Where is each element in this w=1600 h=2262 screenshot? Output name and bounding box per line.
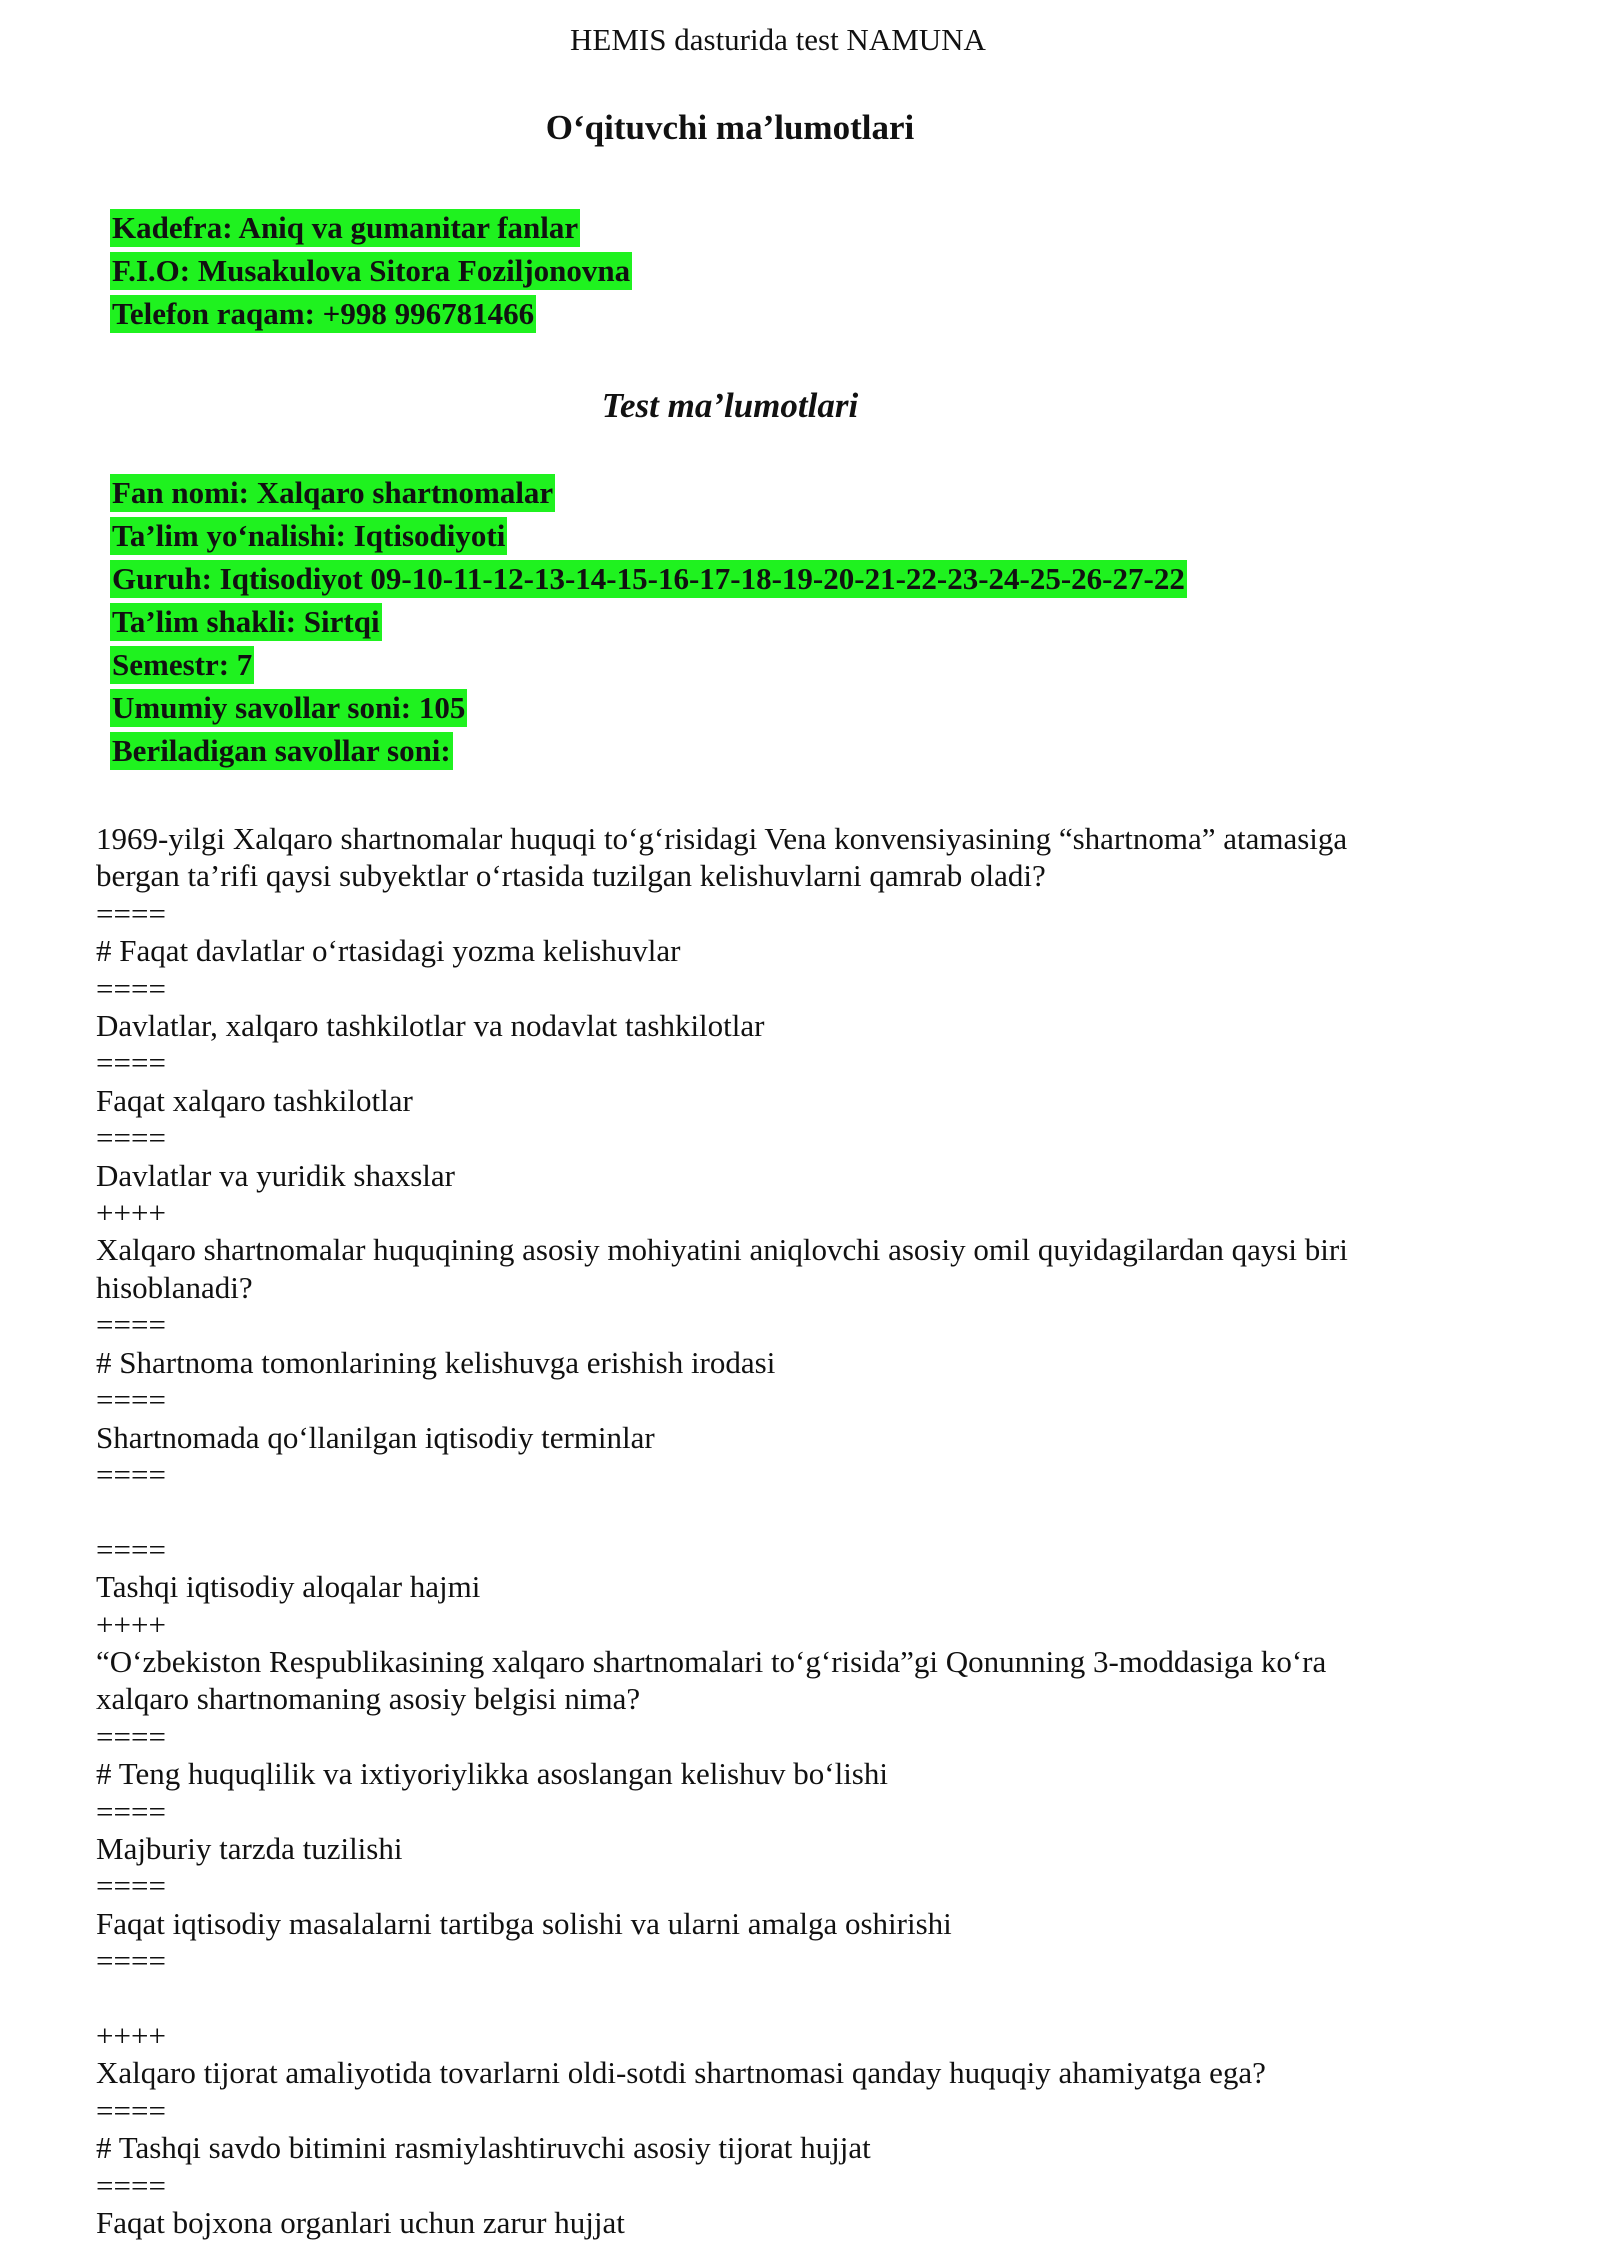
option-separator: ==== — [96, 2092, 166, 2128]
answer-option: Davlatlar va yuridik shaxslar — [96, 1157, 455, 1193]
option-separator: ==== — [96, 895, 166, 931]
answer-option: Davlatlar, xalqaro tashkilotlar va nodavlat tashkilotlar — [96, 1008, 765, 1044]
test-info-line — [110, 689, 1187, 732]
study-form: Ta’lim shakli: Sirtqi — [112, 604, 380, 639]
option-separator: ==== — [96, 1382, 166, 1418]
teacher-info-block — [110, 209, 632, 338]
answer-option: Faqat iqtisodiy masalalarni tartibga solishi va ularni amalga oshirishi — [96, 1905, 952, 1941]
empty-answer-option — [96, 1980, 1516, 2017]
test-info-block — [110, 474, 1187, 775]
teacher-info-line — [110, 209, 632, 252]
study-direction: Ta’lim yo‘nalishi: Iqtisodiyoti — [112, 518, 506, 553]
answer-option: Majburiy tarzda tuzilishi — [96, 1830, 403, 1866]
test-info-line — [110, 560, 1187, 603]
option-separator: ==== — [96, 1045, 166, 1081]
question-list — [96, 820, 1516, 2241]
option-separator: ==== — [96, 2167, 166, 2203]
test-info-line — [110, 517, 1187, 560]
answer-option: Faqat bojxona organlari uchun zarur hujjat — [96, 2205, 625, 2240]
semester: Semestr: 7 — [112, 647, 253, 682]
question-text: 1969-yilgi Xalqaro shartnomalar huquqi to‘g‘risidagi Vena konvensiyasining “shartnoma” atamasiga — [96, 821, 1348, 856]
correct-answer-option: # Shartnoma tomonlarining kelishuvga erishish irodasi — [96, 1344, 776, 1380]
question-text: Xalqaro tijorat amaliyotida tovarlarni oldi-sotdi shartnomasi qanday huquqiy ahamiyatga ega? — [96, 2055, 1266, 2091]
test-info-line — [110, 732, 1187, 775]
given-questions-count: Beriladigan savollar soni: — [112, 733, 451, 768]
document-header-title: HEMIS dasturida test NAMUNA — [570, 22, 986, 57]
test-info-line — [110, 474, 1187, 517]
correct-answer-option: # Tashqi savdo bitimini rasmiylashtiruvchi asosiy tijorat hujjat — [96, 2130, 871, 2166]
test-info-line — [110, 646, 1187, 689]
test-info-line — [110, 603, 1187, 646]
option-separator: ==== — [96, 1943, 166, 1979]
teacher-info-line — [110, 295, 632, 338]
teacher-full-name: F.I.O: Musakulova Sitora Foziljonovna — [112, 253, 631, 288]
correct-answer-option: # Teng huquqlilik va ixtiyoriylikka asoslangan kelishuv bo‘lishi — [96, 1756, 888, 1792]
answer-option: Faqat xalqaro tashkilotlar — [96, 1082, 413, 1118]
subject-name: Fan nomi: Xalqaro shartnomalar — [112, 475, 554, 510]
option-separator: ==== — [96, 1307, 166, 1343]
option-separator: ==== — [96, 1868, 166, 1904]
option-separator: ==== — [96, 970, 166, 1006]
option-separator: ==== — [96, 1793, 166, 1829]
option-separator: ==== — [96, 1718, 166, 1754]
question-separator: ++++ — [96, 2017, 166, 2053]
answer-option: Shartnomada qo‘llanilgan iqtisodiy terminlar — [96, 1419, 655, 1455]
option-separator: ==== — [96, 1531, 166, 1567]
question-separator: ++++ — [96, 1606, 166, 1642]
question-text: xalqaro shartnomaning asosiy belgisi nima? — [96, 1681, 641, 1717]
question-separator: ++++ — [96, 1195, 166, 1231]
group-list: Guruh: Iqtisodiyot 09-10-11-12-13-14-15-16-17-18-19-20-21-22-23-24-25-26-27-22 — [112, 561, 1185, 596]
option-separator: ==== — [96, 1456, 166, 1492]
answer-option: Tashqi iqtisodiy aloqalar hajmi — [96, 1569, 481, 1605]
correct-answer-option: # Faqat davlatlar o‘rtasidagi yozma kelishuvlar — [96, 933, 681, 969]
option-separator: ==== — [96, 1120, 166, 1156]
teacher-info-heading: O‘qituvchi ma’lumotlari — [545, 108, 915, 147]
question-text: hisoblanadi? — [96, 1269, 253, 1305]
teacher-info-line — [110, 252, 632, 295]
empty-answer-option — [96, 1493, 1516, 1530]
teacher-department: Kadefra: Aniq va gumanitar fanlar — [112, 210, 579, 245]
question-text: “O‘zbekiston Respublikasining xalqaro shartnomalari to‘g‘risida”gi Qonunning 3-moddasiga ko‘ra — [96, 1643, 1327, 1679]
total-questions-count: Umumiy savollar soni: 105 — [112, 690, 466, 725]
question-text: Xalqaro shartnomalar huquqining asosiy mohiyatini aniqlovchi asosiy omil quyidagilardan qaysi biri — [96, 1232, 1348, 1268]
test-info-heading: Test ma’lumotlari — [601, 386, 859, 425]
teacher-phone: Telefon raqam: +998 996781466 — [112, 296, 535, 331]
question-text: bergan ta’rifi qaysi subyektlar o‘rtasida tuzilgan kelishuvlarni qamrab oladi? — [96, 858, 1046, 894]
